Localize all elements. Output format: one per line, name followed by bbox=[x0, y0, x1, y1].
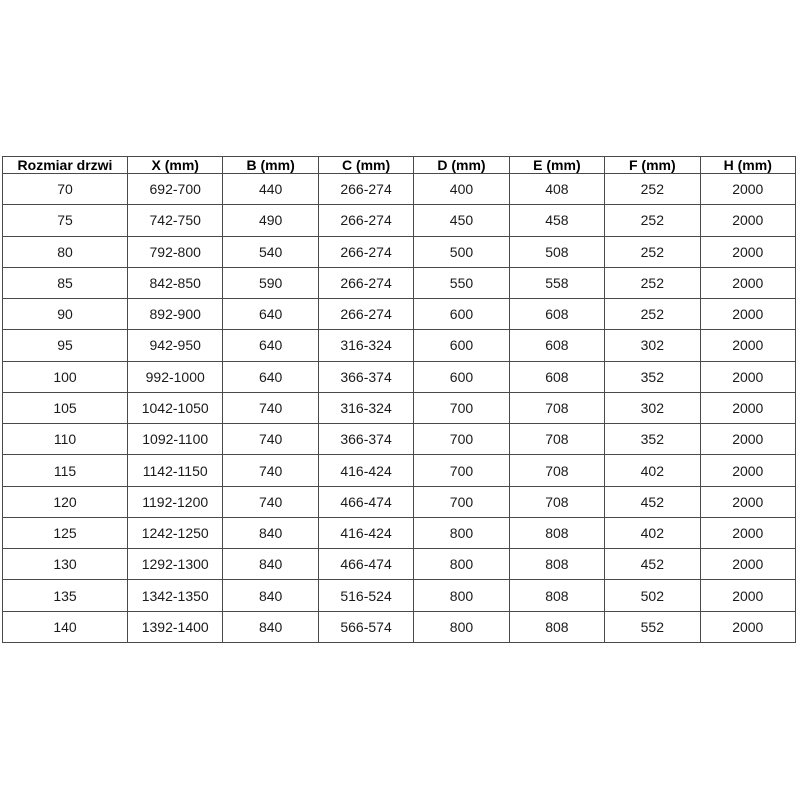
table-cell: 1092-1100 bbox=[128, 424, 223, 455]
column-header: F (mm) bbox=[605, 157, 700, 174]
table-cell: 316-324 bbox=[318, 392, 413, 423]
table-cell: 252 bbox=[605, 205, 700, 236]
table-cell: 992-1000 bbox=[128, 361, 223, 392]
table-cell: 600 bbox=[414, 330, 509, 361]
table-cell: 366-374 bbox=[318, 424, 413, 455]
table-row bbox=[3, 517, 796, 548]
table-cell: 105 bbox=[3, 392, 128, 423]
table-cell: 452 bbox=[605, 549, 700, 580]
table-cell: 842-850 bbox=[128, 267, 223, 298]
table-cell: 2000 bbox=[700, 486, 795, 517]
table-cell: 110 bbox=[3, 424, 128, 455]
table-cell: 2000 bbox=[700, 236, 795, 267]
table-cell: 2000 bbox=[700, 299, 795, 330]
table-cell: 402 bbox=[605, 517, 700, 548]
table-row bbox=[3, 486, 796, 517]
table-cell: 450 bbox=[414, 205, 509, 236]
table-cell: 700 bbox=[414, 392, 509, 423]
table-cell: 458 bbox=[509, 205, 604, 236]
table-cell: 400 bbox=[414, 174, 509, 205]
table-cell: 740 bbox=[223, 455, 318, 486]
table-cell: 352 bbox=[605, 361, 700, 392]
table-head bbox=[3, 157, 796, 174]
table-cell: 1042-1050 bbox=[128, 392, 223, 423]
table-row bbox=[3, 611, 796, 642]
table-cell: 840 bbox=[223, 580, 318, 611]
table-cell: 2000 bbox=[700, 205, 795, 236]
table-cell: 1142-1150 bbox=[128, 455, 223, 486]
table-cell: 70 bbox=[3, 174, 128, 205]
table-cell: 640 bbox=[223, 299, 318, 330]
table-cell: 252 bbox=[605, 299, 700, 330]
table-cell: 608 bbox=[509, 299, 604, 330]
table-cell: 608 bbox=[509, 361, 604, 392]
table-cell: 452 bbox=[605, 486, 700, 517]
table-cell: 708 bbox=[509, 486, 604, 517]
table-cell: 130 bbox=[3, 549, 128, 580]
table-header-row bbox=[3, 157, 796, 174]
table-cell: 115 bbox=[3, 455, 128, 486]
table-cell: 708 bbox=[509, 392, 604, 423]
table-cell: 302 bbox=[605, 330, 700, 361]
table-cell: 85 bbox=[3, 267, 128, 298]
table-cell: 808 bbox=[509, 580, 604, 611]
table-row bbox=[3, 174, 796, 205]
table-cell: 640 bbox=[223, 330, 318, 361]
table-cell: 892-900 bbox=[128, 299, 223, 330]
door-size-table bbox=[2, 156, 796, 643]
table-cell: 808 bbox=[509, 517, 604, 548]
table-cell: 600 bbox=[414, 299, 509, 330]
table-cell: 800 bbox=[414, 517, 509, 548]
table-row bbox=[3, 299, 796, 330]
table-cell: 700 bbox=[414, 486, 509, 517]
column-header: E (mm) bbox=[509, 157, 604, 174]
table-cell: 1292-1300 bbox=[128, 549, 223, 580]
table-row bbox=[3, 330, 796, 361]
table-cell: 2000 bbox=[700, 517, 795, 548]
column-header: B (mm) bbox=[223, 157, 318, 174]
table-cell: 840 bbox=[223, 549, 318, 580]
table-cell: 708 bbox=[509, 455, 604, 486]
column-header: D (mm) bbox=[414, 157, 509, 174]
table-cell: 942-950 bbox=[128, 330, 223, 361]
table-row bbox=[3, 392, 796, 423]
table-cell: 502 bbox=[605, 580, 700, 611]
table-cell: 416-424 bbox=[318, 517, 413, 548]
table-cell: 550 bbox=[414, 267, 509, 298]
table-cell: 302 bbox=[605, 392, 700, 423]
table-cell: 266-274 bbox=[318, 267, 413, 298]
table-cell: 566-574 bbox=[318, 611, 413, 642]
table-cell: 2000 bbox=[700, 455, 795, 486]
table-row bbox=[3, 580, 796, 611]
table-row bbox=[3, 205, 796, 236]
table-cell: 552 bbox=[605, 611, 700, 642]
table-cell: 466-474 bbox=[318, 486, 413, 517]
column-header: X (mm) bbox=[128, 157, 223, 174]
table-row bbox=[3, 267, 796, 298]
table-cell: 120 bbox=[3, 486, 128, 517]
table-cell: 466-474 bbox=[318, 549, 413, 580]
table-cell: 740 bbox=[223, 392, 318, 423]
table-cell: 590 bbox=[223, 267, 318, 298]
table-cell: 2000 bbox=[700, 361, 795, 392]
table-row bbox=[3, 236, 796, 267]
table-cell: 508 bbox=[509, 236, 604, 267]
table-cell: 1392-1400 bbox=[128, 611, 223, 642]
table-cell: 800 bbox=[414, 611, 509, 642]
table-cell: 252 bbox=[605, 174, 700, 205]
table-cell: 140 bbox=[3, 611, 128, 642]
table-cell: 440 bbox=[223, 174, 318, 205]
table-cell: 640 bbox=[223, 361, 318, 392]
table-cell: 792-800 bbox=[128, 236, 223, 267]
table-cell: 700 bbox=[414, 455, 509, 486]
table-cell: 135 bbox=[3, 580, 128, 611]
table-cell: 1192-1200 bbox=[128, 486, 223, 517]
table-cell: 2000 bbox=[700, 174, 795, 205]
table-cell: 740 bbox=[223, 424, 318, 455]
table-cell: 252 bbox=[605, 236, 700, 267]
table-cell: 808 bbox=[509, 611, 604, 642]
table-cell: 402 bbox=[605, 455, 700, 486]
table-cell: 80 bbox=[3, 236, 128, 267]
table-row bbox=[3, 361, 796, 392]
table-cell: 2000 bbox=[700, 611, 795, 642]
table-cell: 2000 bbox=[700, 424, 795, 455]
table-cell: 366-374 bbox=[318, 361, 413, 392]
table-cell: 540 bbox=[223, 236, 318, 267]
table-cell: 75 bbox=[3, 205, 128, 236]
table-cell: 1242-1250 bbox=[128, 517, 223, 548]
table-cell: 2000 bbox=[700, 392, 795, 423]
table-cell: 2000 bbox=[700, 580, 795, 611]
table-cell: 316-324 bbox=[318, 330, 413, 361]
table-cell: 2000 bbox=[700, 549, 795, 580]
table-cell: 708 bbox=[509, 424, 604, 455]
table-cell: 1342-1350 bbox=[128, 580, 223, 611]
table-cell: 840 bbox=[223, 611, 318, 642]
table-cell: 840 bbox=[223, 517, 318, 548]
table-row bbox=[3, 455, 796, 486]
table-cell: 2000 bbox=[700, 267, 795, 298]
table-cell: 266-274 bbox=[318, 174, 413, 205]
table-cell: 95 bbox=[3, 330, 128, 361]
table-row bbox=[3, 424, 796, 455]
table-cell: 558 bbox=[509, 267, 604, 298]
table-cell: 266-274 bbox=[318, 205, 413, 236]
table-cell: 600 bbox=[414, 361, 509, 392]
table-cell: 352 bbox=[605, 424, 700, 455]
table-cell: 740 bbox=[223, 486, 318, 517]
column-header: Rozmiar drzwi bbox=[3, 157, 128, 174]
table-cell: 700 bbox=[414, 424, 509, 455]
table-cell: 266-274 bbox=[318, 299, 413, 330]
table-cell: 516-524 bbox=[318, 580, 413, 611]
table-cell: 500 bbox=[414, 236, 509, 267]
table-cell: 408 bbox=[509, 174, 604, 205]
table-cell: 416-424 bbox=[318, 455, 413, 486]
table-cell: 266-274 bbox=[318, 236, 413, 267]
table-cell: 125 bbox=[3, 517, 128, 548]
table-cell: 800 bbox=[414, 580, 509, 611]
column-header: H (mm) bbox=[700, 157, 795, 174]
table-cell: 2000 bbox=[700, 330, 795, 361]
table-cell: 692-700 bbox=[128, 174, 223, 205]
table-cell: 252 bbox=[605, 267, 700, 298]
table-cell: 90 bbox=[3, 299, 128, 330]
table-row bbox=[3, 549, 796, 580]
table-cell: 490 bbox=[223, 205, 318, 236]
table-cell: 608 bbox=[509, 330, 604, 361]
table-body bbox=[3, 174, 796, 643]
table-cell: 808 bbox=[509, 549, 604, 580]
table-cell: 800 bbox=[414, 549, 509, 580]
table-cell: 742-750 bbox=[128, 205, 223, 236]
column-header: C (mm) bbox=[318, 157, 413, 174]
table-cell: 100 bbox=[3, 361, 128, 392]
